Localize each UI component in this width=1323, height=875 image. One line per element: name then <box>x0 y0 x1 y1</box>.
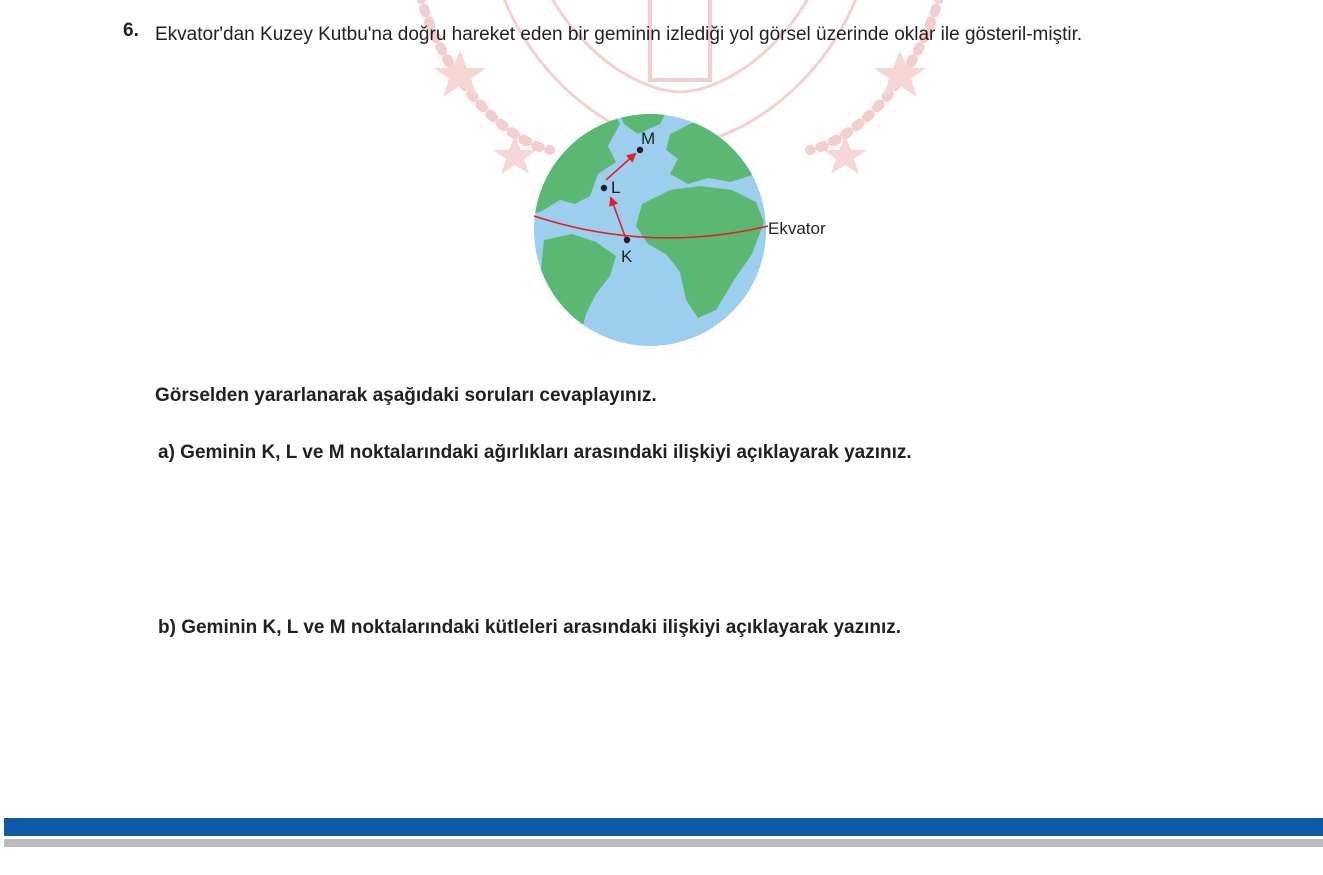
instruction-text: Görselden yararlanarak aşağıdaki soruları cevaplayınız. <box>155 385 657 406</box>
point-k-label: K <box>621 247 633 266</box>
equator-label: Ekvator <box>768 219 826 238</box>
point-l-label: L <box>611 178 621 197</box>
point-l-dot <box>601 185 607 191</box>
footer-blue-bar <box>4 818 1323 836</box>
question-number: 6. <box>123 20 139 41</box>
point-m-label: M <box>641 129 656 148</box>
globe-figure <box>520 104 860 354</box>
question-part-a: a) Geminin K, L ve M noktalarındaki ağırlıkları arasındaki ilişkiyi açıklayarak yazınız. <box>158 442 912 463</box>
footer-gray-bar <box>4 839 1323 847</box>
question-part-b: b) Geminin K, L ve M noktalarındaki kütleleri arasındaki ilişkiyi açıklayarak yazınız. <box>158 617 902 638</box>
question-text: Ekvator'dan Kuzey Kutbu'na doğru hareket eden bir geminin izlediği yol görsel üzerinde oklar ile gösteril-miştir. <box>155 24 1083 45</box>
point-k-dot <box>624 237 630 243</box>
